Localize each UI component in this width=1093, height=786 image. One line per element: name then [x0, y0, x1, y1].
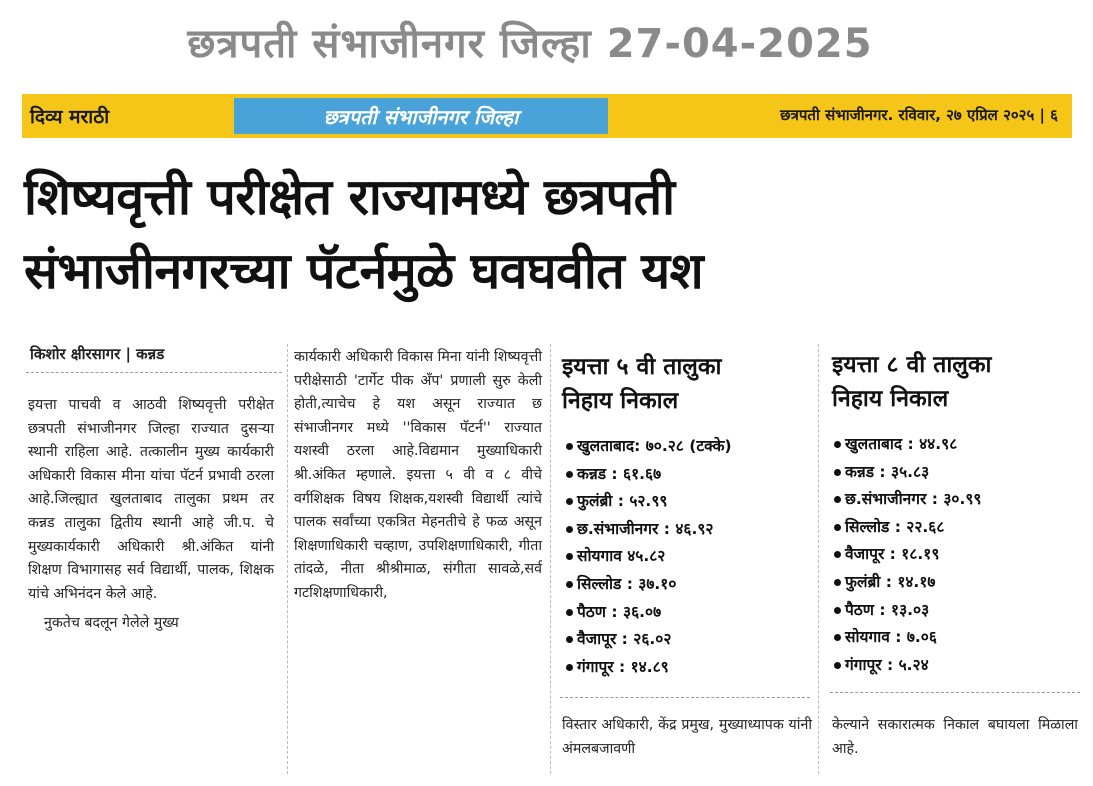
bullet-icon: [834, 469, 841, 476]
column-divider-2: [550, 344, 551, 774]
results-class8-title: [832, 348, 1082, 416]
bullet-icon: [566, 471, 573, 478]
headline: [24, 160, 1074, 308]
newspaper-brand: दिव्य मराठी: [30, 106, 110, 128]
result-item: सोयगाव ४५.८२: [566, 543, 812, 571]
results-class8-list: [834, 431, 1084, 679]
article-paragraph: कार्यकारी अधिकारी विकास मिना यांनी शिष्यवृत्ती परीक्षेसाठी 'टार्गेट पीक अँप' प्रणाली सुरु केली होती,त्याचेच हे यश असून राज्यात छ संभाजीनगर मध्ये ''विकास पॅटर्न'' राज्यात यशस्वी ठरला आहे.विद्यमान मुख्याधिकारी श्री.अंकित म्हणाले. इयत्ता ५ वी व ८ वीचे वर्गशिक्षक विषय शिक्षक,यशस्वी विद्यार्थी त्यांचे पालक सर्वांच्या एकत्रित मेहनतीचे हे फळ असून शिक्षणाधिकारी चव्हाण, उपशिक्षणाधिकारी, गीता तांदळे, नीता श्रीश्रीमाळ, संगीता सावळे,सर्व गटशिक्षणाधिकारी,: [294, 349, 542, 601]
result-item: छ.संभाजीनगर : ४६.९२: [566, 516, 812, 544]
bullet-icon: [566, 636, 573, 643]
dateline: छत्रपती संभाजीनगर. रविवार, २७ एप्रिल २०२५ | ६: [780, 106, 1058, 124]
bullet-icon: [566, 581, 573, 588]
bullet-icon: [834, 524, 841, 531]
article-paragraph: नुकतेच बदलून गेलेले मुख्य: [44, 615, 179, 632]
bullet-icon: [834, 551, 841, 558]
results-class5-title-line2: निहाय निकाल: [562, 388, 679, 414]
byline-divider: [26, 372, 282, 373]
bullet-icon: [566, 553, 573, 560]
results-class8-title-line1: इयत्ता ८ वी तालुका: [832, 352, 992, 378]
bullet-icon: [834, 579, 841, 586]
bullet-icon: [834, 441, 841, 448]
result-item: कन्नड : ६१.६७: [566, 461, 812, 489]
result-item: फुलंब्री : १४.१७: [834, 569, 1084, 597]
column-divider-3: [818, 344, 819, 774]
results-class5-list: [566, 433, 812, 681]
result-item: खुलताबाद : ४४.९८: [834, 431, 1084, 459]
result-item: वैजापूर : १८.१९: [834, 541, 1084, 569]
article-paragraph: इयत्ता पाचवी व आठवी शिष्यवृत्ती परीक्षेत छत्रपती संभाजीनगर जिल्हा राज्यात दुसऱ्या स्थानी राहिला आहे. तत्कालीन मुख्य कार्यकारी अधिकारी विकास मीना यांचा पॅटर्न प्रभावी ठरला आहे.जिल्ह्यात खुलताबाद तालुका प्रथम तर कन्नड तालुका द्वितीय स्थानी आहे जी.प. चे मुख्यकार्यकारी अधिकारी श्री.अंकित यांनी शिक्षण विभागासह सर्व विद्यार्थी, पालक, शिक्षक यांचे अभिनंदन केले आहे.: [28, 397, 274, 602]
bullet-icon: [834, 496, 841, 503]
bullet-icon: [566, 526, 573, 533]
article-continuation-col3: विस्तार अधिकारी, केंद्र प्रमुख, मुख्याध्यापक यांनी अंमलबजावणी: [562, 717, 812, 757]
result-item: कन्नड : ३५.८३: [834, 459, 1084, 487]
bullet-icon: [566, 609, 573, 616]
results-class5-title: [562, 350, 812, 418]
article-continuation-col4: केल्याने सकारात्मक निकाल बघायला मिळाला आहे.: [832, 717, 1078, 757]
result-item: छ.संभाजीनगर : ३०.९९: [834, 486, 1084, 514]
column-divider-1: [287, 344, 288, 774]
result-item: सिल्लोड : २२.६८: [834, 514, 1084, 542]
result-item: वैजापूर : २६.०२: [566, 626, 812, 654]
results8-divider: [830, 692, 1080, 693]
results-class8-title-line2: निहाय निकाल: [832, 386, 949, 412]
headline-line-1: शिष्यवृत्ती परीक्षेत राज्यामध्ये छत्रपती: [24, 168, 675, 226]
result-item: सोयगाव : ७.०६: [834, 624, 1084, 652]
bullet-icon: [834, 662, 841, 669]
result-item: फुलंब्री : ५२.९९: [566, 488, 812, 516]
article-column-2: [294, 346, 542, 606]
bullet-icon: [834, 634, 841, 641]
bullet-icon: [566, 498, 573, 505]
article-column-1: [28, 394, 274, 636]
bullet-icon: [566, 664, 573, 671]
result-item: खुलताबाद: ७०.२८ (टक्के): [566, 433, 812, 461]
result-item: पैठण : ३६.०७: [566, 599, 812, 627]
byline: किशोर क्षीरसागर | कन्नड: [30, 345, 165, 363]
section-label: छत्रपती संभाजीनगर जिल्हा: [323, 104, 519, 129]
result-item: सिल्लोड : ३७.१०: [566, 571, 812, 599]
results-class5-title-line1: इयत्ता ५ वी तालुका: [562, 354, 722, 380]
result-item: गंगापूर : १४.८९: [566, 654, 812, 682]
bullet-icon: [566, 443, 573, 450]
result-item: गंगापूर : ५.२४: [834, 652, 1084, 680]
image-title: छत्रपती संभाजीनगर जिल्हा 27-04-2025: [187, 21, 873, 67]
results5-divider: [560, 697, 810, 698]
result-item: पैठण : १३.०३: [834, 597, 1084, 625]
section-label-box: [234, 98, 608, 134]
newspaper-banner: [22, 94, 1072, 138]
bullet-icon: [834, 607, 841, 614]
headline-line-2: संभाजीनगरच्या पॅटर्नमुळे घवघवीत यश: [24, 242, 704, 300]
